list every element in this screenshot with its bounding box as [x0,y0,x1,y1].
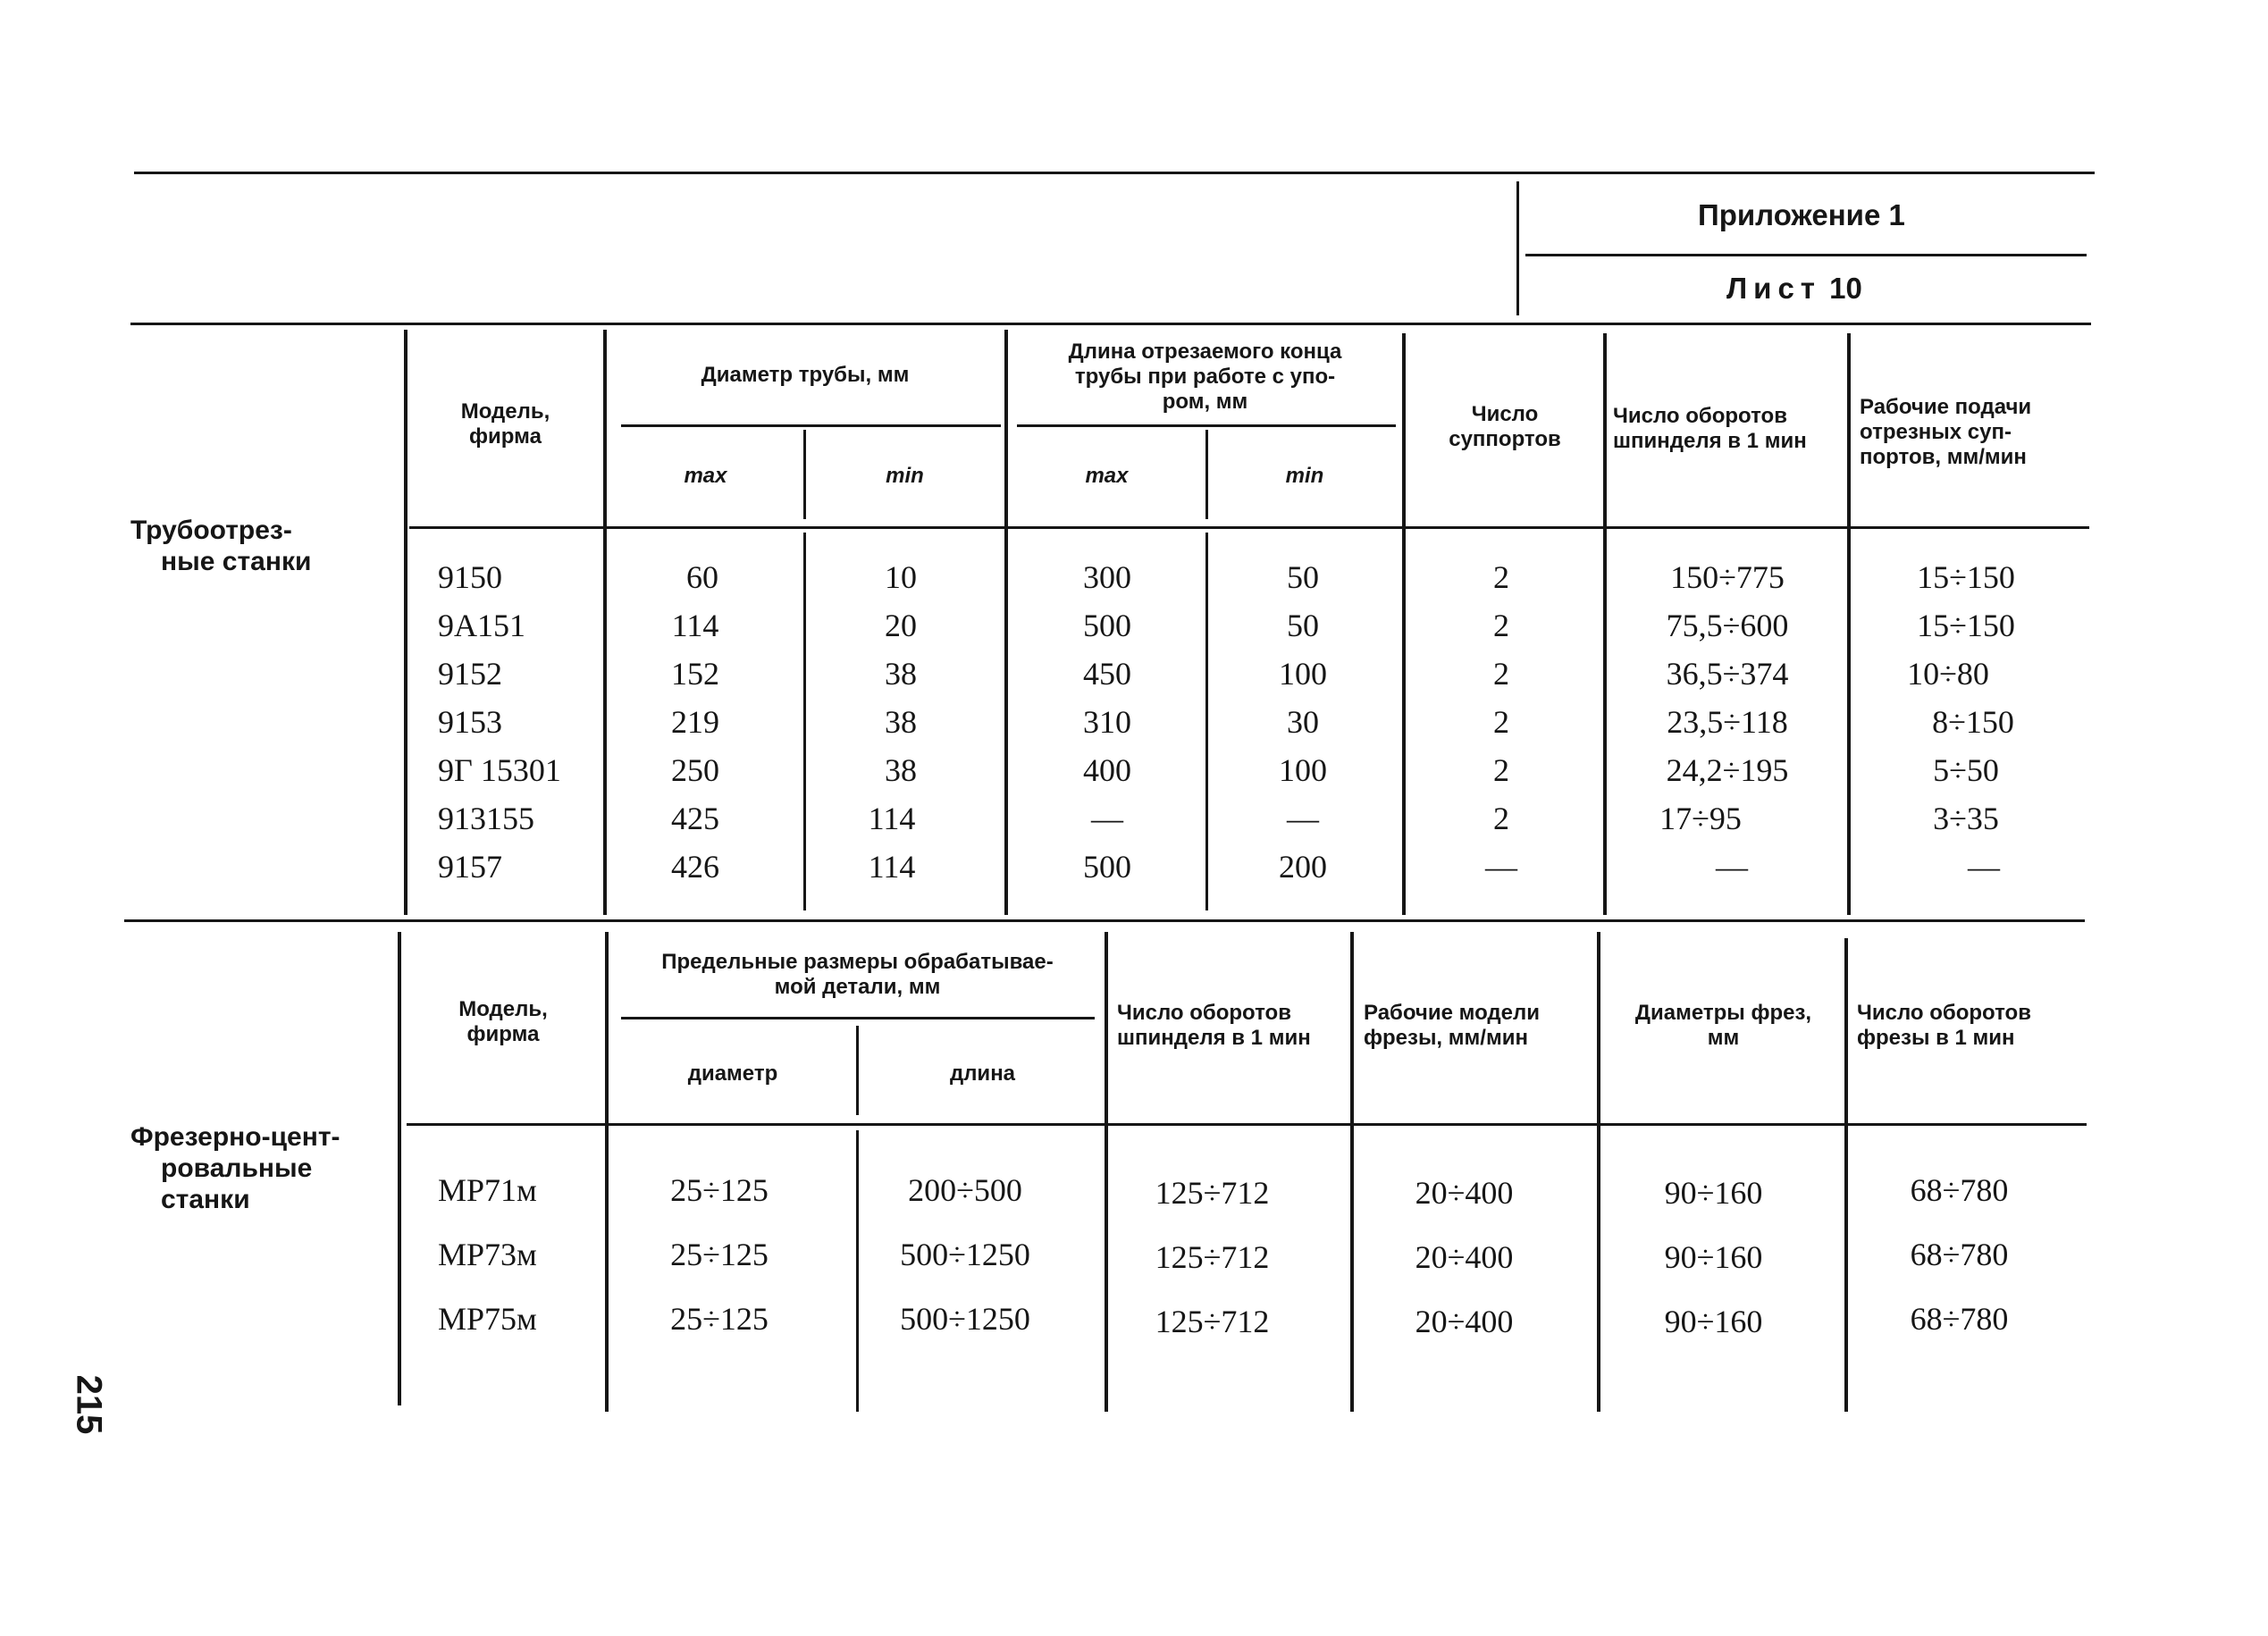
s1-model: 9Г 15301 [438,752,561,788]
s2-diameter: 25÷125 [670,1172,769,1208]
s1-vrule [404,330,407,915]
s1-lmin: 200 [1279,849,1327,885]
s2-cutter-diam: 90÷160 [1664,1304,1763,1339]
s1-subheader-dmax: max [684,464,727,488]
s1-subheader-rule-diameter [621,424,1001,427]
s2-header-model: Модель, фирма [458,997,548,1046]
s1-dmin: 114 [868,849,916,885]
s1-model: 9А151 [438,608,525,643]
s2-vrule [1105,932,1108,1412]
s2-model: МР71м [438,1172,537,1208]
s1-feed: 8÷150 [1932,704,2014,740]
s1-supports: 2 [1493,752,1509,788]
s1-lmin: — [1287,801,1319,836]
appendix-divider-vertical [1516,181,1519,315]
s1-lmin: 100 [1279,656,1327,692]
s1-lmax: 400 [1083,752,1131,788]
s1-model: 9153 [438,704,502,740]
s2-vrule [398,932,401,1405]
s1-feed: 15÷150 [1917,559,2015,595]
s2-header-spindle: Число оборотов шпинделя в 1 мин [1117,1001,1311,1050]
s1-dmax: 152 [671,656,719,692]
s1-vrule [1603,333,1607,915]
s1-feed: 10÷80 [1907,656,1989,692]
s1-model: 913155 [438,801,534,836]
s1-header-supports: Число суппортов [1449,402,1561,451]
header-bottom-rule [130,323,2091,325]
s1-lmax: 500 [1083,608,1131,643]
s1-subheader-dmin: min [886,464,924,488]
s2-cutter-rpm: 68÷780 [1910,1237,2009,1272]
s2-length: 500÷1250 [900,1237,1030,1272]
s1-feed: 5÷50 [1933,752,1999,788]
s2-cutter-rpm: 68÷780 [1910,1301,2009,1337]
s1-lmin: 100 [1279,752,1327,788]
s2-feed: 20÷400 [1415,1175,1514,1211]
section1-title-line: Трубоотрез- [130,516,292,545]
s1-supports: 2 [1493,559,1509,595]
section-separator-rule [124,919,2085,922]
s1-supports: 2 [1493,608,1509,643]
s2-feed: 20÷400 [1415,1304,1514,1339]
s2-vrule [605,932,609,1412]
s2-vrule [856,1026,859,1115]
s1-supports: 2 [1493,704,1509,740]
s1-lmin: 50 [1287,559,1319,595]
s1-spindle: — [1716,849,1748,885]
s1-dmax: 114 [671,608,719,643]
sheet-label: Лист [1726,272,1821,305]
s1-supports: 2 [1493,801,1509,836]
s1-model: 9150 [438,559,502,595]
s1-subheader-rule-length [1017,424,1396,427]
s1-vrule [1847,333,1851,915]
s1-lmax: 450 [1083,656,1131,692]
s1-dmax: 250 [671,752,719,788]
top-rule [134,172,2095,174]
s1-header-rule [409,526,2089,529]
s2-vrule [1844,938,1848,1412]
section2-title [130,1121,340,1215]
s2-header-cutter-diam: Диаметры фрез, мм [1634,1001,1812,1050]
s1-dmin: 38 [885,656,917,692]
s1-lmin: 50 [1287,608,1319,643]
s1-header-length: Длина отрезаемого конца трубы при работе с упо- ром, мм [1068,340,1342,414]
s1-spindle: 24,2÷195 [1666,752,1789,788]
s1-spindle: 23,5÷118 [1667,704,1788,740]
s1-spindle: 17÷95 [1659,801,1742,836]
s2-feed: 20÷400 [1415,1239,1514,1275]
s1-vrule [1205,430,1208,519]
section2-title-line: ровальные [161,1154,313,1183]
appendix-inner-rule [1525,254,2087,256]
s1-supports: 2 [1493,656,1509,692]
section2-title-line: Фрезерно-цент- [130,1122,340,1152]
s2-diameter: 25÷125 [670,1237,769,1272]
s1-vrule [803,430,806,519]
s2-spindle: 125÷712 [1155,1304,1270,1339]
s2-model: МР75м [438,1301,537,1337]
s1-subheader-lmin: min [1285,464,1324,488]
s2-spindle: 125÷712 [1155,1239,1270,1275]
s2-vrule [1350,932,1354,1412]
s2-cutter-rpm: 68÷780 [1910,1172,2009,1208]
s1-feed: 3÷35 [1933,801,1999,836]
s1-vrule [1205,533,1208,910]
s1-dmin: 38 [885,704,917,740]
s2-length: 500÷1250 [900,1301,1030,1337]
s1-spindle: 36,5÷374 [1666,656,1789,692]
s1-dmin: 10 [885,559,917,595]
s1-spindle: 150÷775 [1670,559,1785,595]
section2-title-line: станки [161,1185,250,1214]
s1-dmin: 20 [885,608,917,643]
section1-title-line: ные станки [161,547,312,576]
s2-header-rule [407,1123,2087,1126]
s1-lmin: 30 [1287,704,1319,740]
s1-lmax: 310 [1083,704,1131,740]
s1-lmax: 300 [1083,559,1131,595]
sheet-number: 10 [1829,272,1862,305]
s2-length: 200÷500 [908,1172,1022,1208]
s1-dmin: 38 [885,752,917,788]
s1-spindle: 75,5÷600 [1666,608,1789,643]
s1-vrule [1004,330,1008,915]
s1-feed: 15÷150 [1917,608,2015,643]
s1-dmin: 114 [868,801,916,836]
s1-model: 9152 [438,656,502,692]
s1-header-feed: Рабочие подачи отрезных суп- портов, мм/мин [1860,395,2032,469]
s2-cutter-diam: 90÷160 [1664,1239,1763,1275]
s1-dmax: 219 [671,704,719,740]
appendix-title: Приложение 1 [1698,198,1905,231]
s1-dmax: 425 [671,801,719,836]
s2-model: МР73м [438,1237,537,1272]
s1-header-spindle: Число оборотов шпинделя в 1 мин [1613,404,1807,453]
appendix-sheet [1726,272,1862,306]
s1-vrule [1402,333,1406,915]
s2-subheader-diameter: диаметр [687,1061,778,1086]
s2-vrule [1597,932,1600,1412]
s2-header-limits: Предельные размеры обрабатывае- мой детали, мм [661,950,1054,999]
s1-header-diameter: Диаметр трубы, мм [701,363,910,387]
s1-lmax: 500 [1083,849,1131,885]
s1-supports: — [1485,849,1517,885]
s2-spindle: 125÷712 [1155,1175,1270,1211]
s1-subheader-lmax: max [1085,464,1129,488]
s2-diameter: 25÷125 [670,1301,769,1337]
s1-feed: — [1968,849,2000,885]
s2-cutter-diam: 90÷160 [1664,1175,1763,1211]
s1-dmax: 426 [671,849,719,885]
s1-header-model: Модель, фирма [460,399,550,449]
s1-dmax: 60 [686,559,718,595]
s1-lmax: — [1091,801,1123,836]
s2-subheader-length: длина [949,1061,1016,1086]
s1-model: 9157 [438,849,502,885]
section1-title [130,515,311,577]
page-number: 215 [69,1374,109,1435]
s2-vrule [856,1130,859,1412]
s2-subheader-rule [621,1017,1095,1019]
s2-header-feed: Рабочие модели фрезы, мм/мин [1364,1001,1540,1050]
s2-header-cutter-rpm: Число оборотов фрезы в 1 мин [1857,1001,2031,1050]
